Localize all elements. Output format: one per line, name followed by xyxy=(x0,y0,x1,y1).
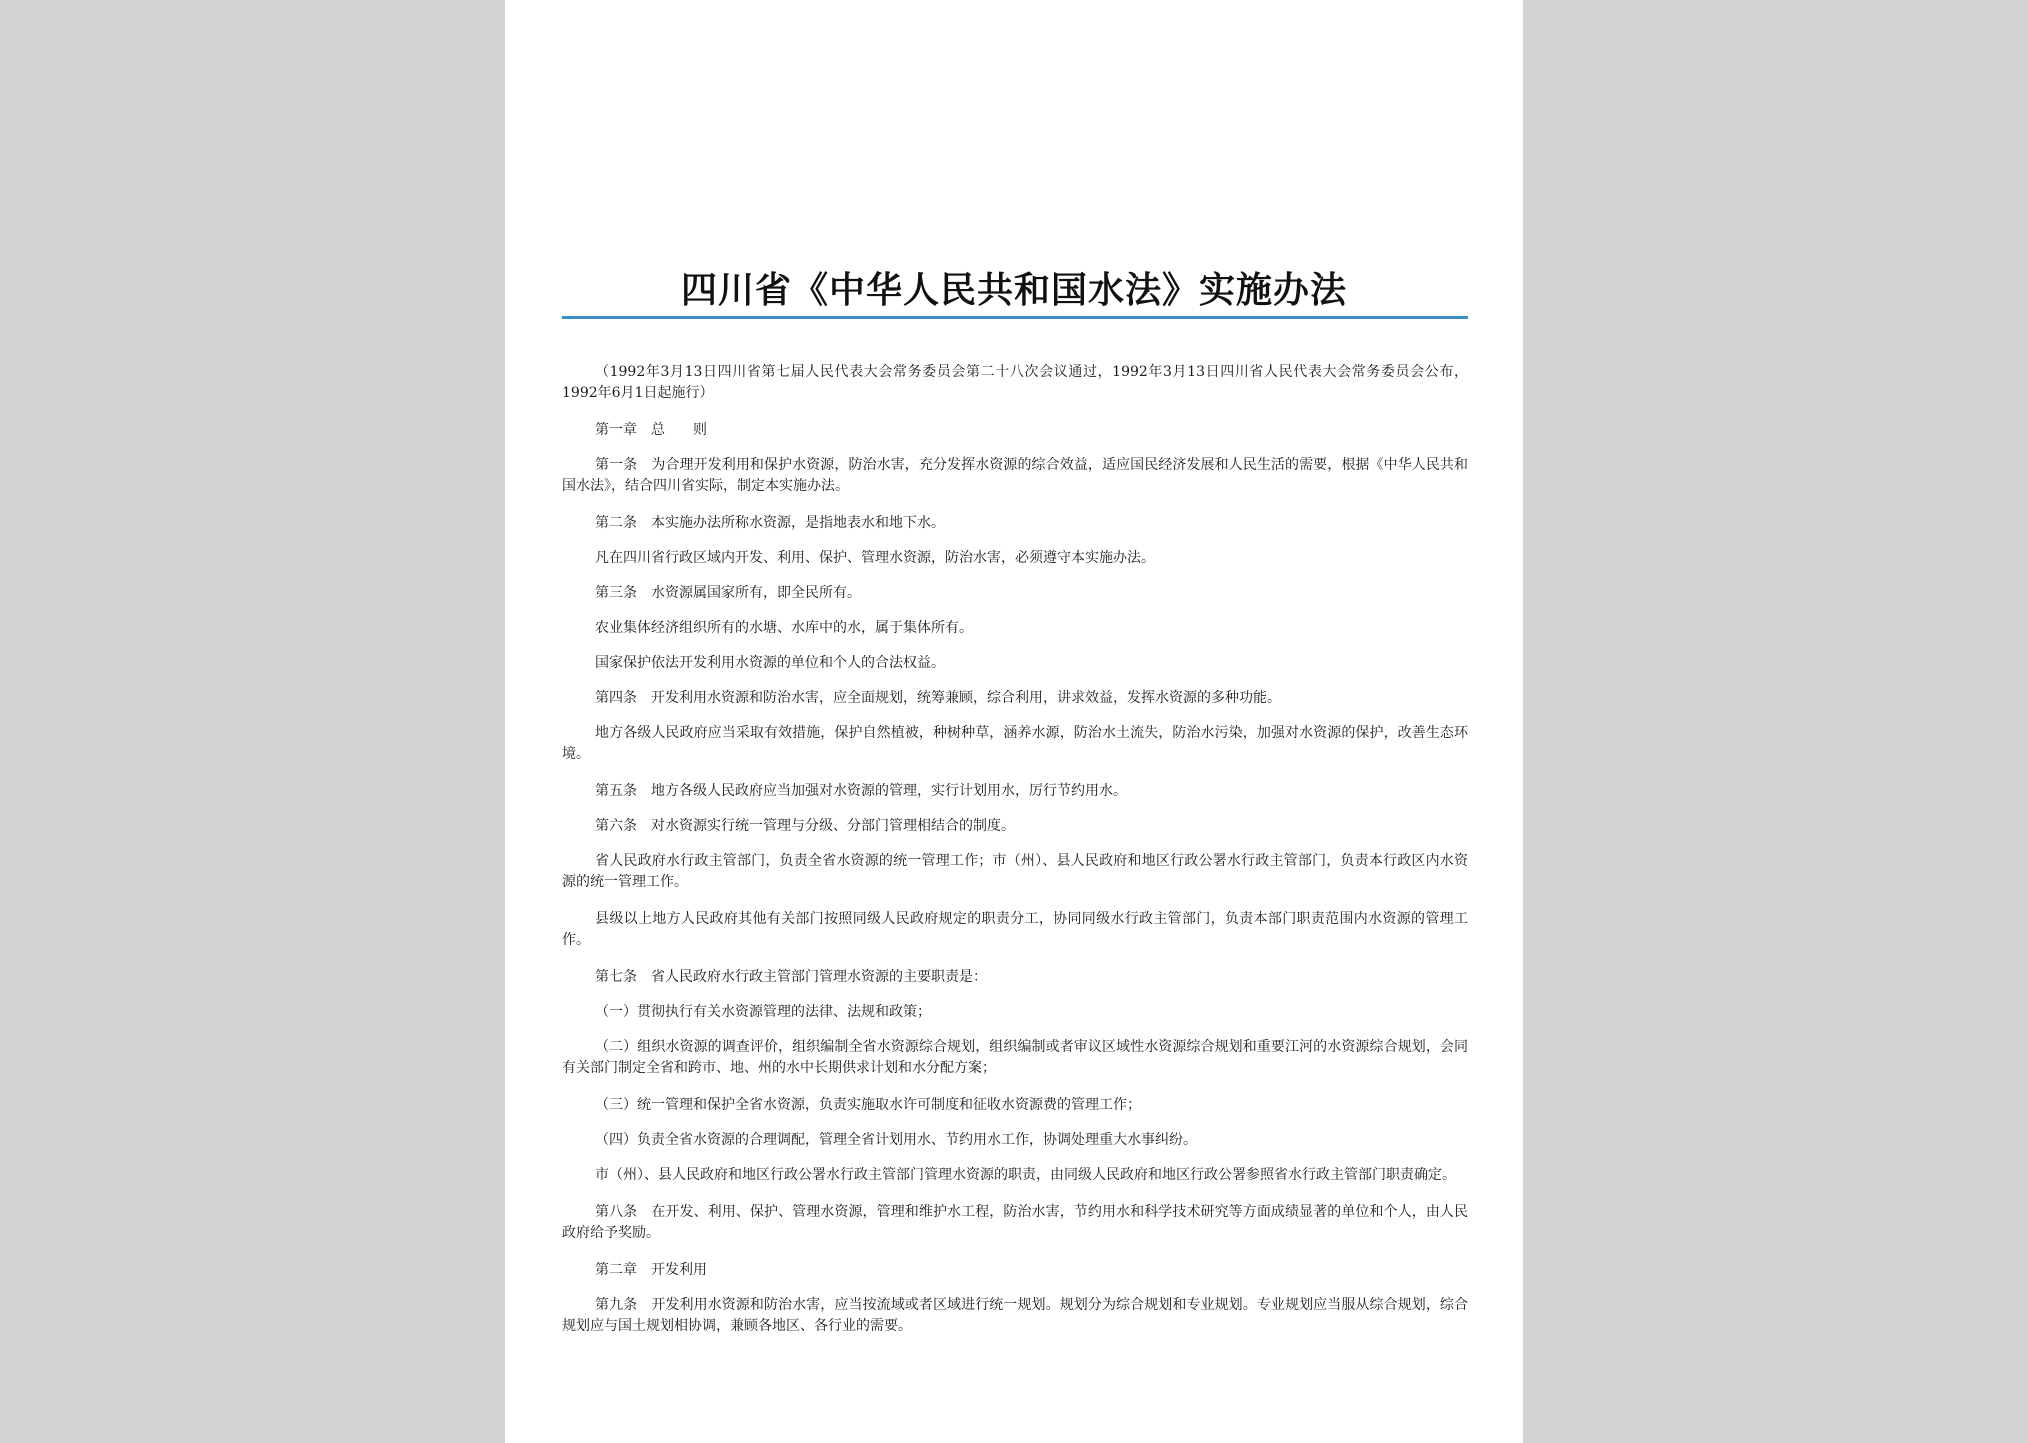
article-paragraph: 凡在四川省行政区域内开发、利用、保护、管理水资源，防治水害，必须遵守本实施办法。 xyxy=(595,550,1155,566)
article-paragraph: 第八条 在开发、利用、保护、管理水资源，管理和维护水工程，防治水害，节约用水和科学技术研究等方面成绩显著的单位和个人，由人民政府给予奖励。 xyxy=(562,1204,1468,1241)
preamble-paragraph: （1992年3月13日四川省第七届人民代表大会常务委员会第二十八次会议通过，1992年3月13日四川省人民代表大会常务委员会公布，1992年6月1日起施行） xyxy=(562,364,1468,401)
article-paragraph: 第一条 为合理开发利用和保护水资源，防治水害，充分发挥水资源的综合效益，适应国民经济发展和人民生活的需要，根据《中华人民共和国水法》，结合四川省实际，制定本实施办法。 xyxy=(562,457,1468,494)
list-item: （四）负责全省水资源的合理调配，管理全省计划用水、节约用水工作，协调处理重大水事纠纷。 xyxy=(595,1132,1197,1148)
article-paragraph: 地方各级人民政府应当采取有效措施，保护自然植被，种树种草，涵养水源，防治水土流失，防治水污染，加强对水资源的保护，改善生态环境。 xyxy=(562,725,1468,762)
article-paragraph: 第五条 地方各级人民政府应当加强对水资源的管理，实行计划用水，厉行节约用水。 xyxy=(595,783,1127,799)
chapter-heading: 第一章 总 则 xyxy=(595,422,707,438)
article-paragraph: 农业集体经济组织所有的水塘、水库中的水，属于集体所有。 xyxy=(595,620,973,636)
article-paragraph: 第九条 开发利用水资源和防治水害，应当按流域或者区域进行统一规划。规划分为综合规划和专业规划。专业规划应当服从综合规划，综合规划应与国土规划相协调，兼顾各地区、各行业的需要。 xyxy=(562,1297,1468,1334)
article-paragraph: 国家保护依法开发利用水资源的单位和个人的合法权益。 xyxy=(595,655,945,671)
document-page xyxy=(505,0,1523,1443)
document-title: 四川省《中华人民共和国水法》实施办法 xyxy=(680,270,1347,311)
article-paragraph: 县级以上地方人民政府其他有关部门按照同级人民政府规定的职责分工，协同同级水行政主管部门，负责本部门职责范围内水资源的管理工作。 xyxy=(562,911,1468,948)
article-paragraph: 第三条 水资源属国家所有，即全民所有。 xyxy=(595,585,861,601)
article-paragraph: 第四条 开发利用水资源和防治水害，应全面规划，统筹兼顾，综合利用，讲求效益，发挥水资源的多种功能。 xyxy=(595,690,1281,706)
document-body xyxy=(562,362,1468,1353)
chapter-heading: 第二章 开发利用 xyxy=(595,1262,707,1278)
list-item: （一）贯彻执行有关水资源管理的法律、法规和政策； xyxy=(595,1004,931,1020)
article-paragraph: 第七条 省人民政府水行政主管部门管理水资源的主要职责是： xyxy=(595,969,987,985)
article-paragraph: 省人民政府水行政主管部门，负责全省水资源的统一管理工作；市（州）、县人民政府和地区行政公署水行政主管部门，负责本行政区内水资源的统一管理工作。 xyxy=(562,853,1468,890)
article-paragraph: 第六条 对水资源实行统一管理与分级、分部门管理相结合的制度。 xyxy=(595,818,1015,834)
article-paragraph: 第二条 本实施办法所称水资源，是指地表水和地下水。 xyxy=(595,515,945,531)
list-item: （三）统一管理和保护全省水资源，负责实施取水许可制度和征收水资源费的管理工作； xyxy=(595,1097,1141,1113)
list-item: （二）组织水资源的调查评价，组织编制全省水资源综合规划，组织编制或者审议区域性水资源综合规划和重要江河的水资源综合规划，会同有关部门制定全省和跨市、地、州的水中长期供求计划和水分配方案； xyxy=(562,1039,1468,1076)
title-underline xyxy=(562,316,1468,319)
article-paragraph: 市（州）、县人民政府和地区行政公署水行政主管部门管理水资源的职责，由同级人民政府和地区行政公署参照省水行政主管部门职责确定。 xyxy=(595,1167,1456,1183)
